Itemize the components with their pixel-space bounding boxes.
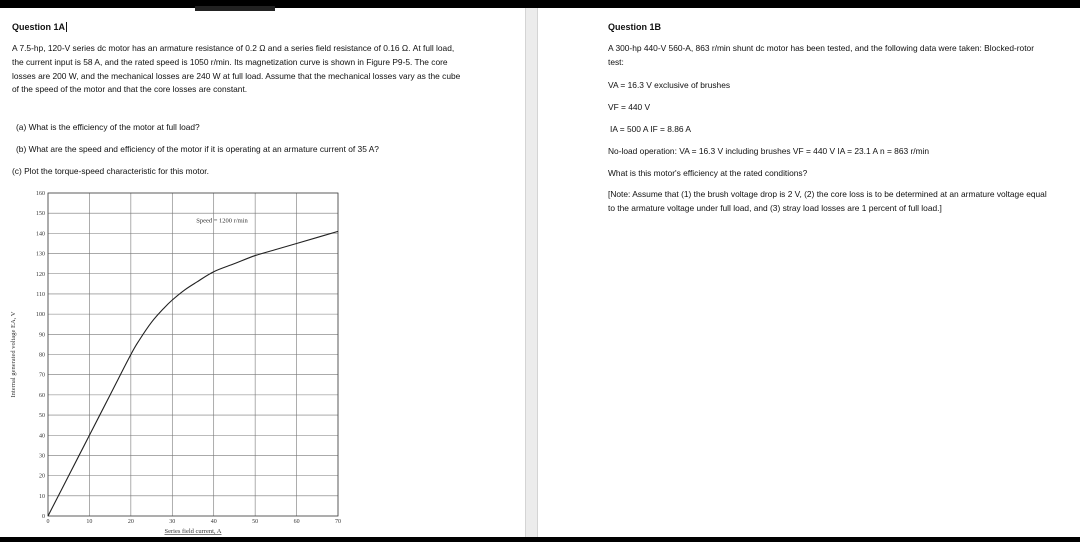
x-tick-label: 10: [86, 519, 93, 525]
question-1a-part-b: (b) What are the speed and efficiency of the motor if it is operating at an armature current of 35 A?: [16, 144, 379, 154]
y-tick-label: 100: [36, 312, 45, 319]
y-tick-label: 30: [39, 453, 45, 460]
question-1a-part-a: (a) What is the efficiency of the motor at full load?: [16, 122, 200, 132]
y-tick-label: 80: [39, 352, 45, 359]
x-tick-label: 60: [293, 519, 300, 525]
question-1b-question: What is this motor's efficiency at the rated conditions?: [608, 168, 808, 178]
x-tick-label: 50: [252, 519, 259, 525]
question-1a-problem: A 7.5-hp, 120-V series dc motor has an armature resistance of 0.2 Ω and a series field resistance of 0.16 Ω. At full load, the current input is 58 A, and the rated speed is 1050 r/min. Its magnetization curve is shown in Figure P9-5. The core losses are 200 W, and the mechanical losses are 240 W at full load. Assume that the mechanical losses vary as the cube of the speed of the motor and that the core losses are constant.: [12, 43, 461, 95]
x-tick-label: 30: [169, 519, 176, 525]
y-tick-label: 0: [42, 514, 45, 520]
blocked-rotor-ia-if: IA = 500 A IF = 8.86 A: [610, 124, 692, 134]
y-tick-label: 90: [39, 332, 45, 339]
y-tick-label: 110: [36, 291, 45, 298]
x-axis-label: Series field current, A: [164, 528, 222, 535]
y-tick-label: 120: [36, 271, 45, 278]
y-tick-label: 40: [39, 433, 45, 440]
y-tick-label: 140: [36, 231, 45, 238]
question-1b-title: Question 1B: [608, 22, 662, 32]
y-axis-label: Internal generated voltage EA, V: [10, 311, 17, 398]
y-tick-label: 160: [36, 191, 45, 197]
x-tick-label: 20: [127, 519, 134, 525]
question-1b-intro: A 300-hp 440-V 560-A, 863 r/min shunt dc motor has been tested, and the following data were taken: Blocked-rotor test:: [608, 43, 1034, 67]
x-tick-label: 40: [210, 519, 217, 525]
question-1a-part-c: (c) Plot the torque-speed characteristic for this motor.: [12, 166, 209, 176]
no-load-operation: No-load operation: VA = 16.3 V including brushes VF = 440 V IA = 23.1 A n = 863 r/min: [608, 146, 930, 156]
y-tick-label: 130: [36, 251, 45, 258]
blocked-rotor-va: VA = 16.3 V exclusive of brushes: [608, 80, 731, 90]
x-tick-label: 70: [335, 519, 341, 525]
y-tick-label: 60: [39, 392, 45, 399]
y-tick-label: 150: [36, 211, 45, 218]
y-tick-label: 50: [39, 413, 45, 420]
question-1b-note: [Note: Assume that (1) the brush voltage drop is 2 V, (2) the core loss is to be determined at an armature voltage equal to the armature voltage under full load, and (3) stray load losses are 1 percent of full load.]: [608, 189, 1047, 213]
x-tick-label: 0: [46, 519, 50, 525]
y-tick-label: 20: [39, 473, 45, 480]
y-tick-label: 70: [39, 372, 45, 379]
question-1a-title-text: Question 1A: [12, 22, 66, 32]
y-tick-label: 10: [39, 493, 45, 500]
blocked-rotor-vf: VF = 440 V: [608, 102, 651, 112]
series-label: Speed = 1200 r/min: [196, 217, 248, 225]
series-line-magnetization-curve: [48, 231, 338, 516]
